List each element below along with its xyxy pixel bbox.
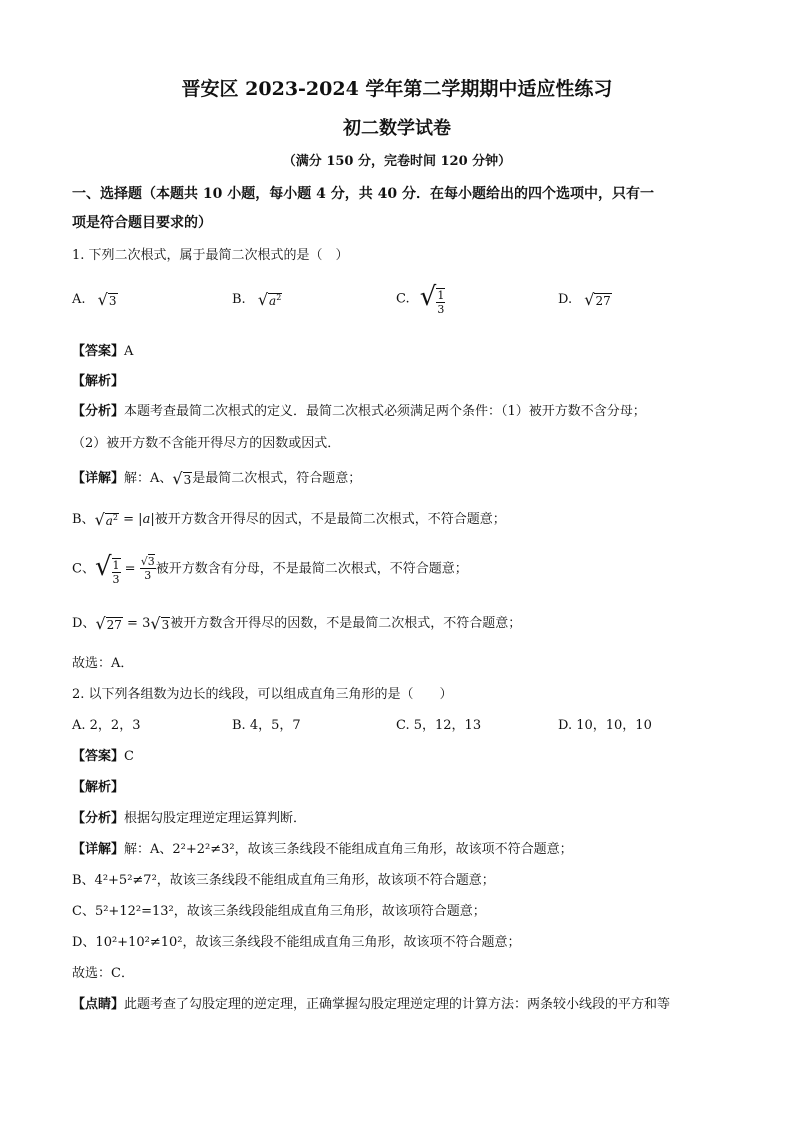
q1-line-b: B、$√a^2 = |a|$被开方数含开得尽的因式，不是最简二次根式，不符合题意； [72, 510, 506, 529]
q1-stem: 1. 下列二次根式，属于最简二次根式的是（ ） [72, 248, 349, 263]
q2-option-a: A. 2，2，3 [72, 718, 141, 733]
sqrt-a-squared: $√a^2$ [94, 510, 119, 529]
q1-line-c: C、√ $\frac{1}{3}$ = $\frac{√3}{3}$ 被开方数含有分母，不是最简二次根式，不符合题意； [72, 552, 468, 586]
q2-xiangjie-a [72, 838, 573, 857]
xiangjie-tag: 【详解】 [72, 471, 125, 486]
sqrt-a-squared: $√a^2$ [257, 290, 282, 309]
sqrt-one-third: √ $\frac{1}{3}$ [419, 282, 445, 316]
d-prefix: D、 [72, 616, 96, 631]
xiangjie-a-prefix: 解：A、 [124, 471, 173, 486]
dianjing-text: 此题考查了勾股定理的逆定理，正确掌握勾股定理逆定理的计算方法：两条较小线段的平方和等 [124, 997, 671, 1012]
sqrt-27: √27 [95, 614, 122, 633]
b-suffix: 被开方数含开得尽的因式，不是最简二次根式，不符合题意； [154, 512, 506, 527]
option-label: B. [232, 292, 246, 307]
q1-option-d [558, 290, 612, 309]
answer-tag: 【答案】 [72, 344, 125, 359]
fenxi-tag: 【分析】 [72, 811, 125, 826]
sqrt-one-third: √ $\frac{1}{3}$ [94, 552, 120, 586]
q2-answer [72, 745, 134, 764]
q2-option-c: C. 5，12，13 [396, 718, 482, 733]
q1-answer [72, 340, 133, 359]
exam-meta: （满分 150 分，完卷时间 120 分钟） [282, 154, 512, 169]
q2-guxuan: 故选：C． [72, 966, 134, 981]
q2-jiexi: 【解析】 [72, 780, 125, 795]
fenxi-text: 本题考查最简二次根式的定义．最简二次根式必须满足两个条件：（1）被开方数不含分母； [124, 404, 646, 419]
option-label: D. [558, 292, 573, 307]
q1-option-a [72, 290, 118, 309]
q2-option-d: D. 10，10，10 [558, 718, 652, 733]
section-heading-line1: 一、选择题（本题共 10 小题，每小题 4 分，共 40 分．在每小题给出的四个选项中，只有一 [72, 186, 654, 202]
fenxi-tag: 【分析】 [72, 404, 125, 419]
fenxi-text: 根据勾股定理逆定理运算判断． [124, 811, 307, 826]
c-suffix: 被开方数含有分母，不是最简二次根式，不符合题意； [155, 561, 468, 577]
q2-option-b: B. 4，5，7 [232, 718, 301, 733]
sqrt-27: √27 [584, 290, 611, 309]
section-heading-line2: 项是符合题目要求的） [72, 215, 212, 231]
sqrt3-over-3: $\frac{√3}{3}$ [140, 555, 155, 583]
b-prefix: B、 [72, 512, 95, 527]
q1-fenxi-line2: （2）被开方数不含能开得尽方的因数或因式． [72, 436, 341, 451]
q2-stem: 2. 以下列各组数为边长的线段，可以组成直角三角形的是（ ） [72, 687, 453, 702]
q2-fenxi [72, 807, 306, 826]
q2-line-b: B、4²+5²≠7²，故该三条线段不能组成直角三角形，故该项不符合题意； [72, 873, 495, 888]
q2-dianjing [72, 993, 670, 1012]
answer-value: A [124, 344, 134, 359]
c-prefix: C、 [72, 561, 95, 577]
sqrt-3: √3 [97, 290, 117, 309]
option-label: A. [72, 292, 86, 307]
exam-title: 晋安区 2023-2024 学年第二学期期中适应性练习 [181, 78, 613, 100]
q1-line-d: D、√27 = 3√3被开方数含开得尽的因数，不是最简二次根式，不符合题意； [72, 614, 522, 633]
exam-subtitle: 初二数学试卷 [343, 118, 451, 139]
sqrt-3: √3 [172, 469, 192, 488]
q2-line-d: D、10²+10²≠10²，故该三条线段不能组成直角三角形，故该项不符合题意； [72, 935, 521, 950]
xiangjie-tag: 【详解】 [72, 842, 125, 857]
q1-xiangjie-a [72, 467, 361, 488]
q2-line-c: C、5²+12²=13²，故该三条线段能组成直角三角形，故该项符合题意； [72, 904, 486, 919]
dianjing-tag: 【点睛】 [72, 997, 125, 1012]
q1-option-c [396, 282, 445, 316]
sqrt-3: √3 [150, 614, 170, 633]
xiangjie-a-text: 解：A、2²+2²≠3²，故该三条线段不能组成直角三角形，故该项不符合题意； [124, 842, 573, 857]
option-label: C. [396, 291, 410, 307]
q1-jiexi: 【解析】 [72, 374, 125, 389]
q1-option-b [232, 290, 282, 309]
answer-tag: 【答案】 [72, 749, 125, 764]
xiangjie-a-suffix: 是最简二次根式，符合题意； [192, 471, 362, 486]
q1-guxuan: 故选：A． [72, 656, 134, 671]
answer-value: C [124, 749, 134, 764]
q1-fenxi-line1 [72, 400, 646, 419]
d-suffix: 被开方数含开得尽的因数，不是最简二次根式，不符合题意； [170, 616, 522, 631]
